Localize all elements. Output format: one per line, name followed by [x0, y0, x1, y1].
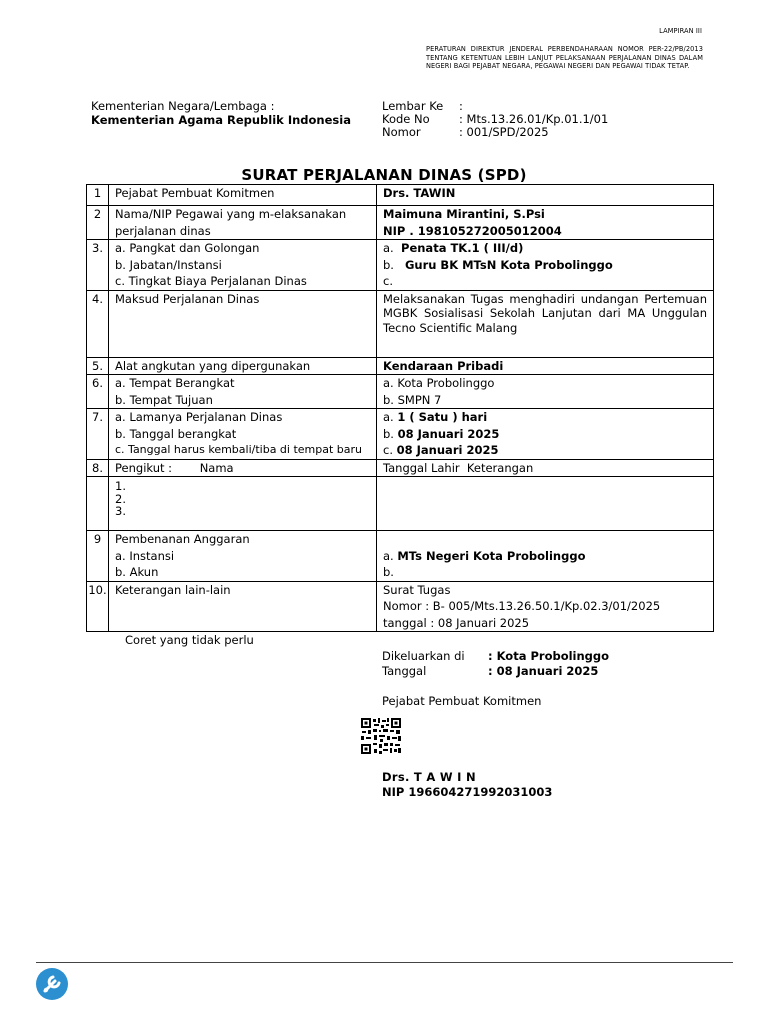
list-item: 2.: [115, 491, 126, 506]
notes-line: tanggal : 08 Januari 2025: [383, 615, 530, 630]
nomor-label: Nomor: [382, 125, 421, 139]
lampiran-text: PERATURAN DIREKTUR JENDERAL PERBENDAHARAAN NOMOR PER-22/PB/2013 TENTANG KETENTUAN LEBIH LANJUT PELAKSANAAN PERJALANAN DINAS DALAM NEGERI BAGI PEJABAT NEGARA, PEGAWAI NEGERI DAN PEGAWAI TIDAK TETAP.: [426, 45, 703, 71]
row-label-line: perjalanan dinas: [115, 223, 211, 238]
table-row: [87, 477, 714, 531]
signer-name: Drs. T A W I N: [382, 770, 476, 784]
table-row: [87, 206, 714, 240]
destination-place: b. SMPN 7: [383, 392, 442, 407]
table-row: [87, 531, 714, 582]
issued-date-value: : 08 Januari 2025: [488, 664, 599, 678]
row-label: [109, 375, 377, 409]
row-label-line: b. Jabatan/Instansi: [115, 257, 222, 272]
rank-value: Penata TK.1 ( III/d): [401, 241, 524, 255]
issued-place-value: : Kota Probolinggo: [488, 649, 610, 663]
row-label-line: a. Pangkat dan Golongan: [115, 241, 260, 255]
row-label-line: a. Tempat Berangkat: [115, 376, 235, 390]
row-label: [109, 459, 377, 477]
table-row: [87, 375, 714, 409]
return-date: 08 Januari 2025: [396, 443, 499, 457]
row-label-nama: Nama: [199, 460, 234, 475]
row-value: [377, 206, 714, 240]
row-label: [109, 206, 377, 240]
cost-level-value: c.: [383, 274, 393, 288]
issued-date-label: Tanggal: [382, 664, 427, 678]
row-label: Maksud Perjalanan Dinas: [109, 290, 377, 357]
departure-place: a. Kota Probolinggo: [383, 376, 495, 390]
table-row: [87, 409, 714, 460]
row-label: Pejabat Pembuat Komitmen: [109, 185, 377, 206]
item-prefix: b.: [383, 257, 394, 272]
item-prefix: a.: [383, 410, 394, 424]
notes-line: Nomor : B- 005/Mts.13.26.50.1/Kp.02.3/01/2025: [383, 599, 661, 613]
row-label: [109, 409, 377, 460]
table-row: [87, 581, 714, 632]
row-number: 4.: [87, 290, 109, 357]
row-label: [109, 531, 377, 582]
item-prefix: a.: [383, 548, 394, 563]
row-number: 10.: [87, 581, 109, 632]
row-label-line: Pengikut :: [115, 460, 173, 475]
row-value: [377, 240, 714, 291]
lampiran-title: LAMPIRAN III: [659, 27, 702, 35]
lembar-value: :: [459, 99, 463, 113]
signer-nip: NIP 196604271992031003: [382, 785, 553, 799]
ministry-value: Kementerian Agama Republik Indonesia: [91, 113, 351, 127]
row-label-line: c. Tingkat Biaya Perjalanan Dinas: [115, 274, 307, 288]
row-label: [109, 240, 377, 291]
coret-note: Coret yang tidak perlu: [125, 633, 254, 647]
table-row: [87, 185, 714, 206]
document-title: SURAT PERJALANAN DINAS (SPD): [241, 166, 527, 184]
nomor-value: : 001/SPD/2025: [459, 125, 549, 139]
row-label-line: c. Tanggal harus kembali/tiba di tempat baru: [115, 443, 363, 456]
account-value: b.: [383, 565, 394, 579]
issued-place-label: Dikeluarkan di: [382, 649, 465, 663]
institution-value: MTs Negeri Kota Probolinggo: [397, 548, 586, 563]
followers-list: [109, 477, 377, 531]
item-prefix: c.: [383, 443, 393, 457]
list-item: 3.: [115, 504, 126, 518]
row-number: 6.: [87, 375, 109, 409]
row-label-line: b. Tempat Tujuan: [115, 392, 213, 407]
row-number: 7.: [87, 409, 109, 460]
employee-name: Maimuna Mirantini, S.Psi: [383, 207, 545, 221]
position-value: Guru BK MTsN Kota Probolinggo: [404, 257, 613, 272]
lembar-label: Lembar Ke: [382, 99, 444, 113]
departure-date: 08 Januari 2025: [397, 426, 500, 441]
item-prefix: a.: [383, 241, 394, 255]
duration-value: 1 ( Satu ) hari: [397, 410, 488, 424]
row-number: 8.: [87, 459, 109, 477]
table-row: [87, 290, 714, 357]
table-row: [87, 357, 714, 375]
row-value: [377, 409, 714, 460]
row-value: [377, 290, 714, 357]
employee-nip: NIP . 198105272005012004: [383, 223, 562, 238]
qr-code-icon: [360, 717, 402, 755]
kode-label: Kode No: [382, 112, 430, 126]
row-number: 9: [87, 531, 109, 582]
row-number: 1: [87, 185, 109, 206]
item-prefix: b.: [383, 426, 394, 441]
table-row: [87, 240, 714, 291]
signer-role: Pejabat Pembuat Komitmen: [382, 694, 542, 708]
row-number: 3.: [87, 240, 109, 291]
row-value: [377, 531, 714, 582]
row-label-line: a. Lamanya Perjalanan Dinas: [115, 410, 283, 424]
spd-table: [86, 184, 714, 632]
list-item: 1.: [115, 479, 126, 493]
notes-line: Surat Tugas: [383, 582, 451, 597]
row-value: Kendaraan Pribadi: [377, 357, 714, 375]
row-value: Tanggal Lahir Keterangan: [377, 459, 714, 477]
row-label-line: a. Instansi: [115, 548, 175, 563]
row-label-line: Nama/NIP Pegawai yang m-elaksanakan: [115, 207, 347, 221]
purpose-text: Melaksanakan Tugas menghadiri undangan Pertemuan MGBK Sosialisasi Sekolah Lanjutan dari MA Unggulan Tecno Scientific Malang: [383, 291, 707, 335]
table-row: [87, 459, 714, 477]
kode-value: : Mts.13.26.01/Kp.01.1/01: [459, 112, 609, 126]
row-label-line: b. Tanggal berangkat: [115, 426, 237, 441]
row-label-line: b. Akun: [115, 565, 159, 579]
row-number: 2: [87, 206, 109, 240]
row-value: Drs. TAWIN: [377, 185, 714, 206]
row-value: [377, 581, 714, 632]
row-number: 5.: [87, 357, 109, 375]
footer-divider: [36, 962, 733, 963]
row-label-line: Pembenanan Anggaran: [115, 532, 250, 546]
row-label: Keterangan lain-lain: [109, 581, 377, 632]
viewer-logo-icon[interactable]: [36, 968, 68, 1000]
row-value: [377, 375, 714, 409]
ministry-label: Kementerian Negara/Lembaga :: [91, 99, 275, 113]
row-label: Alat angkutan yang dipergunakan: [109, 357, 377, 375]
